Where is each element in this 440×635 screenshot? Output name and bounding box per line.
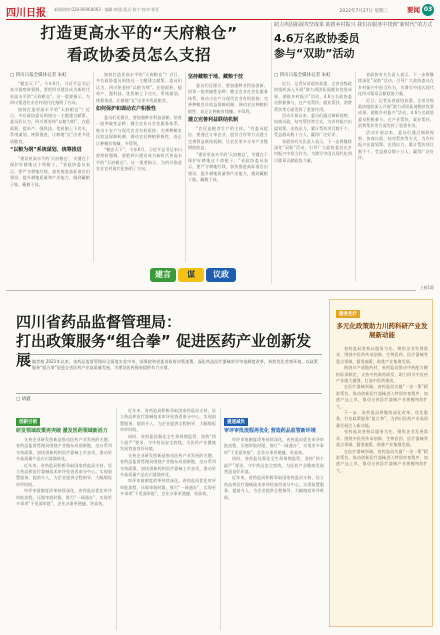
- story3-column-2: [120, 408, 216, 630]
- story1-paragraph: 如何打造更高水平的“天府粮仓”？近日，多位政协委员围绕这一主题建言献策。委员们认为，四川要坚持“以粮为纲”，在稳面积、提单产、强科技、优机制上下功夫，系统谋划、统筹推进，让耕地“长”出更多优质粮食。: [10, 106, 90, 144]
- column-divider: [116, 408, 117, 630]
- story2-paragraph: 活动开展以来，委员们通过调研视察、协商议政、结对帮扶等方式，为乡村振兴出谋划策、出钱出力，累计帮扶项目数千个，受益群众数十万人，赢得广泛好评。: [274, 113, 352, 138]
- column-divider: [93, 72, 94, 262]
- section-banner: [150, 266, 236, 284]
- story2-paragraph: 近日，记者从省政协获悉，全省各级政协组织深入开展“助力巩固拓展脱贫攻坚成果、助推乡村振兴”活动，4.6万名政协委员积极参与，在产业帮扶、就业帮扶、消费帮扶等方面发挥了重要作用。: [274, 81, 352, 112]
- column-divider: [355, 72, 356, 282]
- story2-paragraph: 活动开展以来，委员们通过调研视察、协商议政、结对帮扶等方式，为乡村振兴出谋划策、出钱出力，累计帮扶项目数千个，受益群众数十万人，赢得广泛好评。: [358, 129, 434, 161]
- column-divider: [185, 72, 186, 262]
- story3-paragraph: 审评审批制度改革持续深化。省药监局优化审评审批流程，压缩审批时限，推行“一网通办”，实现更多事项“不见面审批”，企业办事更便捷、更高效。: [120, 478, 216, 497]
- sidebar-paragraph: 省药监局坚持以服务为先，聚焦企业发展需求，围绕中医药传承创新、生物医药、医疗器械等重点领域，精准施策，助推产业集聚发展。: [336, 429, 428, 448]
- story1-column-3: [188, 72, 268, 262]
- story3-paragraph: 审评审批制度改革持续深化。省药监局优化审评审批流程，压缩审批时限，推行“一网通办”，实现更多事项“不见面审批”，企业办事更便捷、更高效。: [16, 488, 112, 507]
- story2-byline: □ 四川日报全媒体记者 朱虹: [274, 73, 331, 78]
- section-divider: [6, 290, 434, 291]
- story1-paragraph: “粮安天下”。今年6月，习近平总书记来川视察时强调，要把四川建设成为新时代更高水平的“天府粮仓”。这一重要指示，为四川推进农业农村现代化指明了方向。: [10, 81, 90, 106]
- story2-paragraph: 近日，记者从省政协获悉，全省各级政协组织深入开展“助力巩固拓展脱贫攻坚成果、助推乡村振兴”活动，4.6万名政协委员积极参与，在产业帮扶、就业帮扶、消费帮扶等方面发挥了重要作用。: [358, 97, 434, 129]
- story3-subhead: 审评审批流程再优化 营造药品监管新环境: [224, 428, 316, 434]
- sidebar-paragraph: 在医疗器械领域，省药监局实施“一企一策”精准帮扶，推动创新医疗器械进入特别审查程序，加速产品上市，推动全省医疗器械产业规模持续扩大。: [336, 448, 428, 473]
- story3-lead-box: [16, 354, 322, 394]
- story1-byline: □ 四川日报全媒体记者 朱虹: [10, 73, 67, 78]
- sidebar-tag: 服务先行: [336, 310, 360, 318]
- story1-paragraph: 委员们还建议，要加强种业科技创新，培育一批突破性品种；健全农业社会化服务体系，推动小农户与现代农业有机衔接；完善种粮农民收益保障机制，调动农民种粮积极性，真正让种粮有钱赚、多得利。: [96, 115, 182, 146]
- sidebar-body: [336, 346, 428, 622]
- story3-paragraph: 支持企业研发创新是推动医药产业发展的关键。省药品监督管理局围绕产业链布局创新链，出台系列支持政策，加快创新药和医疗器械上市步伐，推动更多高质量产品在川落地转化。: [120, 452, 216, 478]
- sidebar-paragraph: 在医疗器械领域，省药监局实施“一企一策”精准帮扶，推动创新医疗器械进入特别审查程序，加速产品上市，推动全省医疗器械产业规模持续扩大。: [336, 384, 428, 409]
- sidebar-feature-box: [329, 299, 433, 627]
- column-divider: [220, 408, 221, 630]
- banner-word-1: 建言: [150, 268, 176, 282]
- sidebar-paragraph: 省药监局坚持以服务为先，聚焦企业发展需求，围绕中医药传承创新、生物医药、医疗器械等重点领域，精准施策，助推产业集聚发展。: [336, 346, 428, 364]
- page-number-badge: 03: [422, 4, 434, 16]
- story3-paragraph: 支持企业研发创新是推动医药产业发展的关键。省药品监督管理局围绕产业链布局创新链，出台系列支持政策，加快创新药和医疗器械上市步伐，推动更多高质量产品在川落地转化。: [16, 437, 112, 462]
- story1-paragraph: “建设更高水平的‘天府粮仓’，关键在于保护好耕地这个命根子。”省政协委员表示，要严守耕地红线，加快推进高标准农田建设，提升耕地质量和产出能力，做到藏粮于地、藏粮于技。: [10, 156, 90, 187]
- story3-column-1: [16, 408, 112, 630]
- story1-paragraph: “建设更高水平的‘天府粮仓’，关键在于保护好耕地这个命根子。”省政协委员表示，要严守耕地红线，加快推进高标准农田建设，提升耕地质量和产出能力，做到藏粮于地、藏粮于技。: [188, 151, 268, 183]
- story1-subhead: 建立完善利益联结机制: [188, 117, 239, 124]
- story2-headline-line2: 参与“双助”活动: [274, 47, 355, 60]
- story3-column-3: [224, 408, 324, 630]
- story3-section-tag: 创新引领: [16, 418, 40, 426]
- story1-headline-line1: 打造更高水平的“天府粮仓”: [40, 24, 238, 42]
- issue-date: 2022年7月27日 星期三: [339, 9, 388, 14]
- sidebar-title: 多元化政策助力川药科研产业发展新动能: [336, 322, 428, 339]
- masthead-info: 新闻热线:028-86968063 · 编辑:黄逸 版式:陈宁 校对:祁亚: [54, 7, 160, 12]
- story2-paragraph: 省政协有关负责人表示，下一步将继续深化“双助”活动，引导广大政协委员在乡村振兴中担当作为，为谱写中国式现代化四川篇章贡献政协力量。: [358, 72, 434, 97]
- story3-subhead: 研发领域政策再突破 激发医药领域新活力: [16, 428, 108, 434]
- newspaper-logo: 四川日报: [6, 8, 46, 19]
- story2-kicker: 助力巩固拓展攻坚成果 助推乡村振兴 我们在服务中找到“新时代”的方式: [274, 22, 433, 28]
- story3-paragraph: 近年来，省药监局积极争取国家药监局支持，设立药品和医疗器械技术审评检查西南分中心，实现前置服务、提前介入，为企业提供全程指导，大幅缩短审评时间。: [224, 475, 324, 500]
- story3-headline-line2: 打出政策服务“组合拳” 促进医药产业创新发展: [16, 332, 311, 369]
- column-divider: [271, 22, 272, 284]
- story2-headline-line1: 4.6万名政协委员: [274, 32, 360, 45]
- sidebar-paragraph: 下一步，省药监局将继续深化改革、优化服务，打出政策服务“组合拳”，为四川医药产业高质量发展注入新动能。: [336, 410, 428, 428]
- story2-header: [274, 22, 434, 61]
- story1-subhead: “以粮为纲”系统谋划、统筹推进: [10, 147, 82, 154]
- story3-lead: 编者按 2021年以来，省药品监督管理局全面落实党中央、国务院和省委省政府决策部署，深化药品医疗器械审评审批制度改革，持续优化营商环境，以政策服务“组合拳”促进全省医药产业高质量发展，为建设医药强省提供有力支撑。: [32, 359, 318, 370]
- sidebar-paragraph: 围绕川产道地药材，省药监局推动中药配方颗粒标准制定，支持中药新药研发，助力四川中医药产业做大做强，打造中医药强省。: [336, 365, 428, 384]
- story1-subhead: 坚持藏粮于地、藏粮于技: [188, 74, 244, 80]
- story1-paragraph: “粮安天下”。今年6月，习近平总书记来川视察时强调，要把四川建设成为新时代更高水平的“天府粮仓”。这一重要指示，为四川推进农业农村现代化指明了方向。: [96, 147, 182, 172]
- story1-paragraph: 委员们还建议，要加强种业科技创新，培育一批突破性品种；健全农业社会化服务体系，推动小农户与现代农业有机衔接；完善种粮农民收益保障机制，调动农民种粮积极性，真正让种粮有钱赚、多得利。: [188, 83, 268, 114]
- banner-word-2: 谋: [178, 268, 204, 282]
- masthead: [6, 4, 434, 18]
- story3-section-tag: 提速减负: [224, 418, 248, 426]
- story3-paragraph: 近年来，省药监局积极争取国家药监局支持，设立药品和医疗器械技术审评检查西南分中心，实现前置服务、提前介入，为企业提供全程指导，大幅缩短审评时间。: [120, 408, 216, 433]
- story1-paragraph: 如何打造更高水平的“天府粮仓”？近日，多位政协委员围绕这一主题建言献策。委员们认为，四川要坚持“以粮为纲”，在稳面积、提单产、强科技、优机制上下功夫，系统谋划、统筹推进，让耕地“长”出更多优质粮食。: [96, 72, 182, 103]
- story3-paragraph: 同时，省药监局强化全生命周期监管，坚持“四个最严”要求，守牢药品安全底线，为医药产业健康发展营造良好环境。: [224, 456, 324, 475]
- story1-headline-line2: 看政协委员怎么支招: [66, 46, 211, 64]
- masthead-rule: [6, 19, 434, 20]
- story2-paragraph: 省政协有关负责人表示，下一步将继续深化“双助”活动，引导广大政协委员在乡村振兴中担当作为，为谱写中国式现代化四川篇章贡献政协力量。: [274, 138, 352, 163]
- section-label: 要闻: [407, 6, 420, 14]
- story1-headline: [10, 22, 268, 66]
- story3-paragraph: 审评审批制度改革持续深化。省药监局优化审评审批流程，压缩审批时限，推行“一网通办”，实现更多事项“不见面审批”，企业办事更便捷、更高效。: [224, 437, 324, 455]
- story1-column-2: [96, 72, 182, 262]
- story1-subhead: 如何保护和调动农户积极性: [96, 106, 157, 113]
- story3-paragraph: 近年来，省药监局积极争取国家药监局支持，设立药品和医疗器械技术审评检查西南分中心，实现前置服务、提前介入，为企业提供全程指导，大幅缩短审评时间。: [16, 462, 112, 487]
- story2-column-1: [274, 72, 352, 282]
- continuation-tag: 上接1版: [416, 285, 434, 291]
- story3-byline: □ 胡鑫: [16, 397, 31, 402]
- story2-headline: [274, 31, 434, 61]
- story3-paragraph: 同时，省药监局强化全生命周期监管，坚持“四个最严”要求，守牢药品安全底线，为医药产业健康发展营造良好环境。: [120, 433, 216, 452]
- story1-paragraph: “农民是粮食生产的主体。”有委员提出，要通过订单农业、股份合作等方式建立完善利益联结机制，让农民更多分享产业链增值收益。: [188, 126, 268, 151]
- story1-column-1: [10, 72, 90, 262]
- story2-column-2: [358, 72, 434, 282]
- banner-word-3: 议政: [206, 268, 236, 282]
- story3-headline-line1: 四川省药品监督管理局：: [16, 313, 182, 331]
